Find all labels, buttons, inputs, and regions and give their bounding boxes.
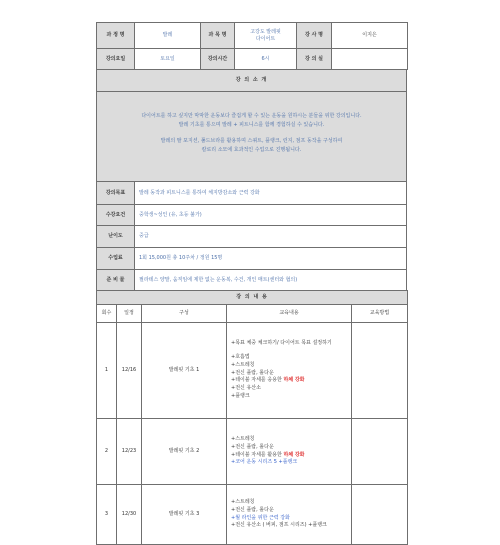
session-method [352, 485, 408, 545]
goal-value: 발레 동작과 피트니스를 통하여 체지방감소와 근력 강화 [135, 182, 407, 205]
detail-line: +월 라인을 위한 근력 강화 [231, 514, 290, 521]
intro-paragraph-1 [103, 112, 400, 131]
subject-label: 과 목 명 [201, 23, 235, 49]
day-value: 토요일 [135, 49, 201, 70]
col-detail: 교육내용 [227, 305, 352, 323]
detail-line: +전신 플랍, 롤다운 [231, 369, 274, 376]
fee-label: 수업료 [97, 248, 135, 270]
detail-line: +플랭크 [231, 392, 250, 399]
room-label: 강 의 실 [297, 49, 332, 70]
instructor-value: 이지은 [332, 23, 408, 49]
subject-value [235, 23, 297, 49]
content-title: 강 의 내 용 [97, 291, 408, 305]
session-topic: 발레핏 기초 2 [142, 419, 227, 485]
session-number: 1 [97, 323, 117, 419]
target-label: 수강요건 [97, 205, 135, 226]
session-detail [227, 485, 352, 545]
subject-value-line-1: 고강도 발레핏 [250, 28, 281, 35]
col-date: 일정 [117, 305, 142, 323]
prep-label: 준 비 물 [97, 270, 135, 291]
detail-line: +목표 체중 체크하기/ 다이어트 목표 설정하기 [231, 340, 332, 347]
course-label: 과 정 명 [97, 23, 135, 49]
intro-body [97, 92, 407, 182]
detail-line: +호흡법 [231, 354, 250, 361]
intro-paragraph-2 [103, 137, 400, 156]
content-table [96, 290, 408, 545]
detail-line: +스트레칭 [231, 361, 255, 368]
session-method [352, 419, 408, 485]
intro-p2-line1: 발레의 팔 포지션, 풀드브라를 활용하며 스쿼트, 플랭크, 런지, 점프 동작을 구성하여 [160, 137, 343, 144]
session-detail [227, 323, 352, 419]
session-number: 3 [97, 485, 117, 545]
emphasis-text: 하체 강화 [283, 377, 305, 384]
col-session: 회수 [97, 305, 117, 323]
time-value: 6시 [235, 49, 297, 70]
session-method [352, 323, 408, 419]
intro-table [96, 69, 407, 182]
intro-p1-line1: 다이어트를 하고 싶지만 막막한 운동보다 즐겁게 할 수 있는 운동을 원하시는 분들을 위한 강의입니다. [141, 112, 362, 119]
emphasis-text: 하체 강화 [283, 451, 305, 458]
info-table [96, 181, 407, 291]
session-detail [227, 419, 352, 485]
col-topic: 구성 [142, 305, 227, 323]
header-table [96, 22, 408, 70]
course-value: 발레 [135, 23, 201, 49]
session-date: 12/16 [117, 323, 142, 419]
detail-line: +코어 운동 시리즈 5 +플랭크 [231, 459, 298, 466]
subject-value-line-2: 다이어트 [255, 35, 276, 42]
target-value: 중학생~성인 (유, 초등 불가) [135, 205, 407, 226]
level-label: 난이도 [97, 226, 135, 248]
session-topic: 발레핏 기초 1 [142, 323, 227, 419]
intro-p2-line2: 칼로리 소모에 효과적인 수업으로 진행됩니다. [201, 147, 302, 153]
detail-line: +테이블 자세를 활용한 하체 강화 [231, 451, 305, 458]
intro-p1-line2: 발레 기초를 통으며 발레 + 피트니스를 함께 경험하실 수 있습니다. [178, 122, 325, 128]
time-label: 강의시간 [201, 49, 235, 70]
detail-line: +스트레칭 [231, 436, 255, 442]
instructor-label: 강 사 명 [297, 23, 332, 49]
session-date: 12/23 [117, 419, 142, 485]
detail-line: +전신 유산소 [231, 385, 261, 392]
detail-line: +스트레칭 [231, 499, 255, 505]
intro-title: 강 의 소 개 [97, 70, 407, 92]
detail-line: +테이블 자세를 응용한 하체 강화 [231, 377, 305, 384]
session-date: 12/30 [117, 485, 142, 545]
goal-label: 강의목표 [97, 182, 135, 205]
room-value [332, 49, 408, 70]
day-label: 강의요일 [97, 49, 135, 70]
session-number: 2 [97, 419, 117, 485]
level-value: 중급 [135, 226, 407, 248]
col-method: 교육방법 [352, 305, 408, 323]
fee-value: 1회 15,000원 총 10주차 / 정원 15명 [135, 248, 407, 270]
syllabus-document [96, 22, 407, 545]
prep-value: 필라테스 양말, 움직임에 제한 없는 운동복, 수건, 개인 매트(센터와 협의) [135, 270, 407, 291]
session-row-3 [97, 485, 408, 545]
session-row-2 [97, 419, 408, 485]
session-topic: 발레핏 기초 3 [142, 485, 227, 545]
session-row-1 [97, 323, 408, 419]
detail-line: +전신 플랍, 롤다운 [231, 506, 274, 513]
detail-line: +전신 유산소 ( 버피, 점프 시리즈) +플랭크 [231, 522, 327, 529]
detail-line: +전신 플랍, 롤다운 [231, 443, 274, 450]
